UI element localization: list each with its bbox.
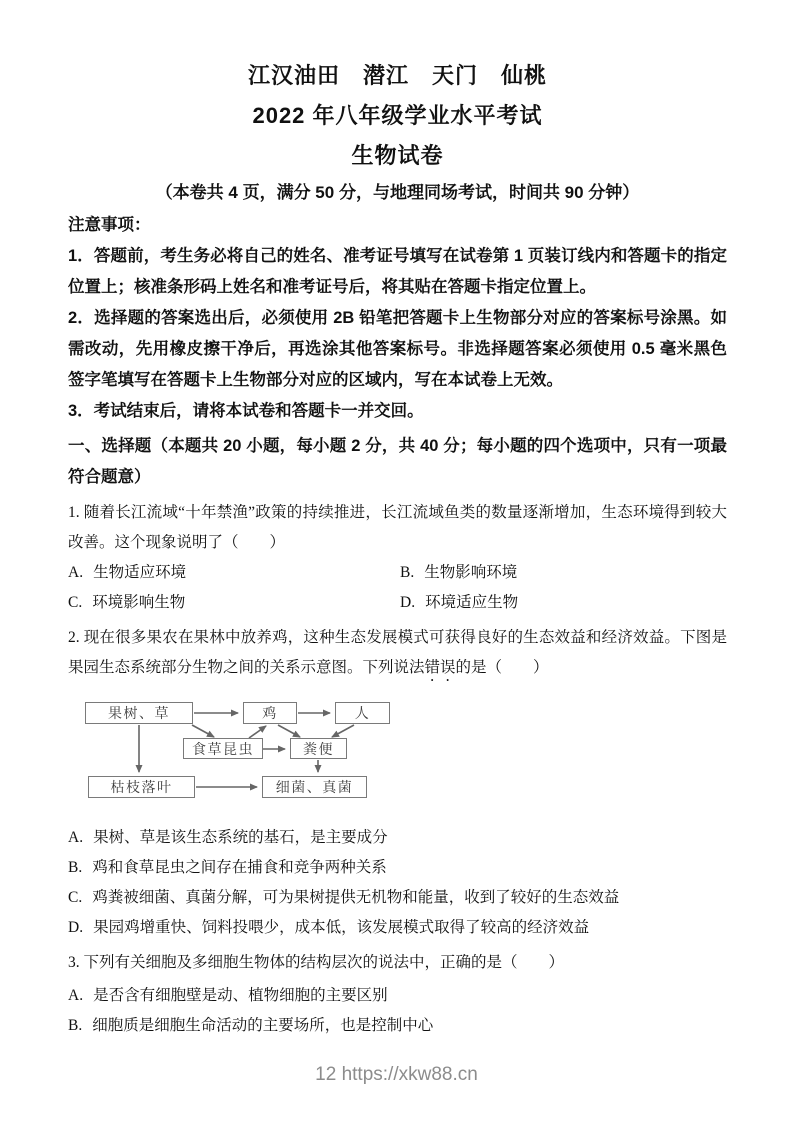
diagram-node-fruit-grass: 果树、草 [85, 702, 193, 724]
notice-item-1: 1．答题前，考生务必将自己的姓名、准考证号填写在试卷第 1 页装订线内和答题卡的指定位置上；核准条形码上姓名和准考证号后，将其贴在答题卡指定位置上。 [68, 247, 727, 296]
option-text: 果树、草是该生态系统的基石，是主要成分 [93, 829, 388, 846]
option-text: 鸡粪被细菌、真菌分解，可为果树提供无机物和能量，收到了较好的生态效益 [92, 889, 620, 906]
option-text: 生物适应环境 [93, 564, 187, 581]
option-text: 鸡和食草昆虫之间存在捕食和竞争两种关系 [92, 859, 387, 876]
option-letter: B. [68, 1017, 83, 1034]
stem-text: 2. 现在很多果农在果林中放养鸡，这种生态发展模式可获得良好的生态效益和经济效益。下图是果园生态系统部分生物之间的关系示意图。下列说法 [68, 629, 727, 676]
question-1-stem: 1. 随着长江流域“十年禁渔”政策的持续推进，长江流域鱼类的数量逐渐增加，生态环境得到较大改善。这个现象说明了（ ） [68, 504, 727, 551]
question-1-option-c [68, 588, 400, 618]
ecosystem-diagram [68, 692, 408, 818]
option-text: 环境影响生物 [92, 594, 186, 611]
question-3 [68, 948, 727, 1041]
diagram-node-human: 人 [335, 702, 390, 724]
option-text: 环境适应生物 [425, 594, 519, 611]
option-letter: B. [68, 859, 83, 876]
diagram-node-bacteria-fungi: 细菌、真菌 [262, 776, 367, 798]
option-letter: D. [400, 594, 416, 611]
question-2-option-d [68, 913, 727, 943]
option-letter: D. [68, 919, 84, 936]
option-letter: C. [68, 594, 83, 611]
diagram-node-herbivorous-insect: 食草昆虫 [183, 738, 263, 759]
diagram-node-litter: 枯枝落叶 [88, 776, 195, 798]
option-text: 果园鸡增重快、饲料投喂少，成本低，该发展模式取得了较高的经济效益 [93, 919, 590, 936]
question-3-option-b [68, 1011, 727, 1041]
option-text: 生物影响环境 [424, 564, 518, 581]
question-2-option-b [68, 853, 727, 883]
question-2-stem [68, 623, 727, 685]
notice-item-2: 2．选择题的答案选出后，必须使用 2B 铅笔把答题卡上生物部分对应的答案标号涂黑。如需改动，先用橡皮擦干净后，再选涂其他答案标号。非选择题答案必须使用 0.5 毫米黑色签字笔填写在答题卡上生物部分对应的区域内，写在本试卷上无效。 [68, 309, 727, 389]
option-text: 细胞质是细胞生命活动的主要场所，也是控制中心 [92, 1017, 434, 1034]
title-regions: 江汉油田 潜江 天门 仙桃 [247, 63, 547, 88]
option-text: 是否含有细胞壁是动、植物细胞的主要区别 [93, 987, 388, 1004]
question-1-option-d [400, 588, 518, 618]
question-1-options-row-1 [68, 558, 727, 588]
diagram-node-chicken: 鸡 [243, 702, 297, 724]
question-3-stem: 3. 下列有关细胞及多细胞生物体的结构层次的说法中，正确的是（ ） [68, 954, 565, 971]
question-2-option-a [68, 823, 727, 853]
question-1 [68, 498, 727, 618]
page-footer: 12 https://xkw88.cn [315, 1064, 478, 1085]
title-subject: 生物试卷 [351, 143, 444, 168]
title-exam-name: 2022 年八年级学业水平考试 [252, 103, 543, 128]
question-2 [68, 623, 727, 943]
question-3-option-a [68, 981, 727, 1011]
question-1-options-row-2 [68, 588, 727, 618]
question-2-option-c [68, 883, 727, 913]
option-letter: B. [400, 564, 415, 581]
option-letter: A. [68, 829, 84, 846]
notice-section [68, 210, 727, 427]
diagram-node-feces: 粪便 [290, 738, 347, 759]
paper-header [68, 56, 727, 210]
option-letter: A. [68, 564, 84, 581]
notice-item-3: 3．考试结束后，请将本试卷和答题卡一并交回。 [68, 402, 424, 420]
section-title: 一、选择题（本题共 20 小题，每小题 2 分，共 40 分；每小题的四个选项中，只有一项最符合题意） [68, 437, 727, 486]
question-1-option-b [400, 558, 517, 588]
exam-info-line: （本卷共 4 页，满分 50 分，与地理同场考试，时间共 90 分钟） [155, 183, 640, 202]
emphasized-word: 错误 [424, 659, 456, 676]
question-1-option-a [68, 558, 400, 588]
option-letter: C. [68, 889, 83, 906]
notice-title: 注意事项： [68, 216, 151, 234]
option-letter: A. [68, 987, 84, 1004]
stem-text: 的是（ ） [455, 659, 549, 676]
